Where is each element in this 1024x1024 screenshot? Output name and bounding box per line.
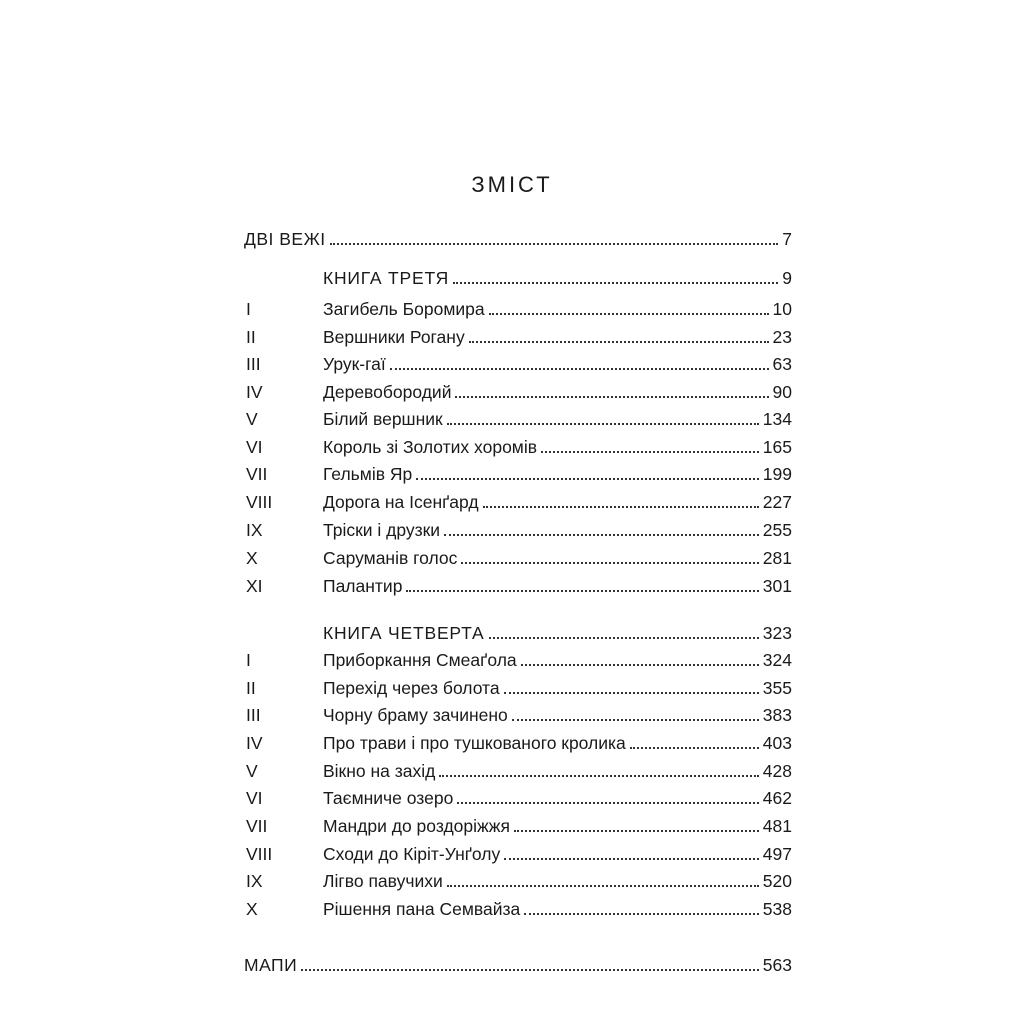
toc-entry [323, 574, 792, 598]
chapter-title: Саруманів голос [323, 548, 458, 568]
page-number: 227 [762, 492, 792, 512]
toc-entry [323, 325, 792, 349]
toc-entry [323, 621, 792, 645]
toc-row [244, 380, 792, 404]
chapter-number: I [246, 299, 251, 319]
chapter-title: Лігво павучихи [323, 871, 443, 891]
dot-leader [504, 692, 759, 694]
chapter-number: VII [246, 464, 268, 484]
chapter-number: VIII [246, 492, 273, 512]
chapter-title: Тріски і друзки [323, 520, 441, 540]
part-title: МАПИ [244, 955, 298, 975]
page-number: 90 [772, 382, 792, 402]
chapter-title: Сходи до Кіріт-Унґолу [323, 844, 501, 864]
chapter-title: Вершники Рогану [323, 327, 465, 347]
dot-leader [447, 423, 759, 425]
chapter-title: Вікно на захід [323, 761, 436, 781]
toc-entry [323, 731, 792, 755]
chapter-number: IV [246, 733, 263, 753]
chapter-number: IV [246, 382, 263, 402]
toc-entry [323, 266, 792, 290]
toc-entry [323, 435, 792, 459]
toc-row [244, 266, 792, 290]
dot-leader [461, 562, 758, 564]
chapter-number: VIII [246, 844, 273, 864]
toc-row [244, 759, 792, 783]
page-number: 497 [762, 844, 792, 864]
toc-row [244, 648, 792, 672]
toc-row [244, 869, 792, 893]
toc-entry [323, 897, 792, 921]
chapter-number: VI [246, 437, 263, 457]
toc-entry [323, 297, 792, 321]
dot-leader [514, 830, 759, 832]
dot-leader [406, 590, 758, 592]
part-title: ДВІ ВЕЖІ [244, 229, 326, 249]
chapter-title: Мандри до роздоріжжя [323, 816, 510, 836]
dot-leader [447, 885, 759, 887]
chapter-number: XI [246, 576, 263, 596]
toc-row [244, 490, 792, 514]
toc-row [244, 435, 792, 459]
dot-leader [524, 913, 759, 915]
page-number: 563 [762, 955, 792, 975]
dot-leader [390, 368, 769, 370]
dot-leader [504, 858, 759, 860]
page-number: 9 [782, 268, 792, 288]
dot-leader [455, 396, 768, 398]
chapter-title: Про трави і про тушкованого кролика [323, 733, 626, 753]
toc-entry [323, 676, 792, 700]
dot-leader [330, 243, 779, 245]
toc-entry [323, 648, 792, 672]
toc-row [244, 518, 792, 542]
chapter-number: IX [246, 520, 263, 540]
page-number: 10 [772, 299, 792, 319]
dot-leader [630, 747, 759, 749]
chapter-number: III [246, 705, 261, 725]
dot-leader [469, 341, 769, 343]
dot-leader [439, 775, 758, 777]
toc-entry [323, 869, 792, 893]
toc-entry [244, 953, 792, 977]
chapter-number: II [246, 678, 256, 698]
toc-row [244, 897, 792, 921]
page-number: 403 [762, 733, 792, 753]
dot-leader [489, 313, 769, 315]
chapter-title: Гельмів Яр [323, 464, 413, 484]
page-number: 538 [762, 899, 792, 919]
toc-row [244, 731, 792, 755]
toc-row [244, 814, 792, 838]
toc-entry [323, 842, 792, 866]
chapter-number: V [246, 761, 258, 781]
toc-entry [323, 759, 792, 783]
toc-row [244, 546, 792, 570]
chapter-number: VI [246, 788, 263, 808]
page-number: 301 [762, 576, 792, 596]
chapter-title: Приборкання Смеаґола [323, 650, 517, 670]
toc-entry [323, 407, 792, 431]
page-number: 462 [762, 788, 792, 808]
toc-entry [323, 462, 792, 486]
chapter-title: Король зі Золотих хоромів [323, 437, 538, 457]
toc-row [244, 325, 792, 349]
chapter-title: Рішення пана Семвайза [323, 899, 521, 919]
chapter-title: Загибель Боромира [323, 299, 485, 319]
page-number: 199 [762, 464, 792, 484]
page-number: 281 [762, 548, 792, 568]
toc-entry [323, 703, 792, 727]
page-number: 165 [762, 437, 792, 457]
dot-leader [301, 969, 759, 971]
page-number: 481 [762, 816, 792, 836]
chapter-title: Чорну браму зачинено [323, 705, 508, 725]
toc-entry [244, 227, 792, 251]
dot-leader [453, 282, 778, 284]
toc-row [244, 227, 792, 251]
book-title: КНИГА ТРЕТЯ [323, 268, 450, 288]
chapter-title: Деревобородий [323, 382, 452, 402]
page-number: 428 [762, 761, 792, 781]
chapter-title: Палантир [323, 576, 403, 596]
toc-row [244, 676, 792, 700]
toc-row [244, 352, 792, 376]
toc-entry [323, 786, 792, 810]
page-number: 7 [782, 229, 792, 249]
dot-leader [521, 664, 759, 666]
page-number: 134 [762, 409, 792, 429]
toc-row [244, 842, 792, 866]
page-number: 383 [762, 705, 792, 725]
chapter-number: V [246, 409, 258, 429]
toc-row [244, 462, 792, 486]
chapter-title: Урук-гаї [323, 354, 386, 374]
chapter-number: III [246, 354, 261, 374]
chapter-number: I [246, 650, 251, 670]
toc-row [244, 407, 792, 431]
toc-entry [323, 352, 792, 376]
toc-row [244, 621, 792, 645]
toc-entry [323, 380, 792, 404]
toc-row [244, 786, 792, 810]
book-title: КНИГА ЧЕТВЕРТА [323, 623, 485, 643]
toc-entry [323, 490, 792, 514]
chapter-title: Дорога на Ісенґард [323, 492, 479, 512]
toc-entry [323, 518, 792, 542]
chapter-title: Перехід через болота [323, 678, 500, 698]
chapter-number: X [246, 899, 258, 919]
dot-leader [483, 506, 759, 508]
dot-leader [512, 719, 759, 721]
toc-row [244, 703, 792, 727]
toc-row [244, 953, 792, 977]
page-title: ЗМІСТ [471, 172, 553, 197]
toc-row [244, 297, 792, 321]
dot-leader [541, 451, 759, 453]
page-number: 23 [772, 327, 792, 347]
page-number: 520 [762, 871, 792, 891]
page-number: 324 [762, 650, 792, 670]
dot-leader [457, 802, 758, 804]
chapter-number: VII [246, 816, 268, 836]
dot-leader [416, 478, 759, 480]
page-number: 323 [762, 623, 792, 643]
dot-leader [489, 637, 759, 639]
dot-leader [444, 534, 759, 536]
toc-row [244, 574, 792, 598]
page-number: 63 [772, 354, 792, 374]
chapter-number: X [246, 548, 258, 568]
toc-entry [323, 546, 792, 570]
page-number: 255 [762, 520, 792, 540]
toc-entry [323, 814, 792, 838]
chapter-number: II [246, 327, 256, 347]
chapter-number: IX [246, 871, 263, 891]
chapter-title: Білий вершник [323, 409, 443, 429]
chapter-title: Таємниче озеро [323, 788, 454, 808]
page-number: 355 [762, 678, 792, 698]
